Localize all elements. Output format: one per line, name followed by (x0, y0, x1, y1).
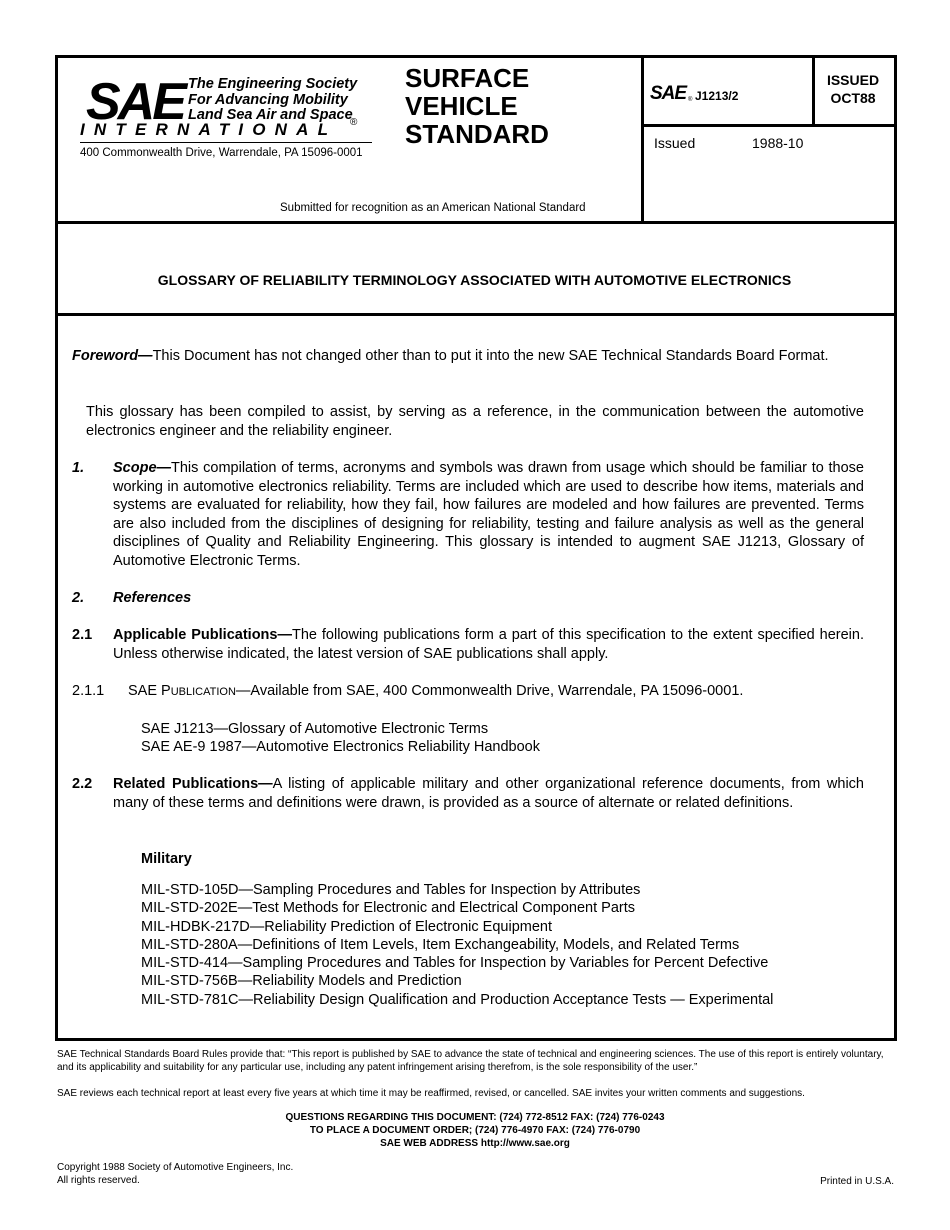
foreword-heading: Foreword— (72, 348, 153, 364)
section-2-1-text: The following publications form a part of this specification to the extent specified herein. Unless otherwise indicated, the latest version of SAE publications shall apply. (113, 627, 864, 662)
logo-rule (80, 142, 372, 143)
sae-mini-logo: SAE (650, 83, 687, 104)
list-item: MIL-STD-414—Sampling Procedures and Tables for Inspection by Variables for Percent Defective (141, 955, 769, 972)
footer-review: SAE reviews each technical report at least every five years at which time it may be reaffirmed, revised, or cancelled. SAE invites your written comments and suggestions. (57, 1088, 805, 1099)
military-list (141, 881, 773, 1009)
list-item: SAE J1213—Glossary of Automotive Electronic Terms (141, 721, 489, 737)
issued-box-line: ISSUED (826, 72, 880, 88)
standard-type-line: STANDARD (405, 119, 549, 149)
issued-box-bottom (641, 124, 894, 127)
list-item: MIL-STD-202E—Test Methods for Electronic and Electrical Component Parts (141, 900, 636, 917)
standard-type (405, 64, 549, 148)
section-2-2-number: 2.2 (72, 776, 93, 792)
section-2-2-text: A listing of applicable military and other organizational reference documents, from which many of these terms and definitions were drawn, is provided as a source of alternate or related definitions. (113, 776, 864, 811)
list-item: MIL-STD-756B—Reliability Models and Prediction (141, 973, 462, 990)
title-divider (55, 313, 894, 316)
printed-in: Printed in U.S.A. (820, 1176, 894, 1187)
section-2-1 (113, 626, 864, 663)
section-1-text: This compilation of terms, acronyms and symbols was drawn from usage which should be familiar to those working in automotive electronics reliability. Terms are included which are used to describe how items, materials and systems are evaluated for reliability, how they fail, how failures are modeled and how failures are prevented. Terms are also included from the disciplines of designing for reliability, testing and failure analysis as well as the general disciplines of Quality and Reliability Engineering. This glossary is intended to augment SAE J1213, Glossary of Automotive Electronic Terms. (113, 460, 864, 569)
mini-registered-mark: ® (688, 97, 693, 103)
header-vertical-divider (641, 55, 644, 223)
sae-tagline (188, 77, 357, 124)
footer-rules: SAE Technical Standards Board Rules provide that: “This report is published by SAE to advance the state of technical and engineering sciences. The use of this report is entirely voluntary, and its applicability and suitability for any particular use, including any patent infringement arising therefrom, is the sole responsibility of the user.” (57, 1049, 884, 1073)
standard-type-line: SURFACE (405, 63, 530, 93)
section-1 (113, 459, 864, 570)
footer-web: SAE WEB ADDRESS http://www.sae.org (380, 1138, 570, 1149)
list-item: SAE AE-9 1987—Automotive Electronics Reliability Handbook (141, 739, 540, 756)
footer-questions: QUESTIONS REGARDING THIS DOCUMENT: (724) 772-8512 FAX: (724) 776-0243 (285, 1112, 665, 1123)
section-1-heading: Scope— (113, 460, 172, 476)
section-2-1-1-number: 2.1.1 (72, 683, 105, 699)
military-heading: Military (141, 851, 192, 867)
list-item: MIL-STD-105D—Sampling Procedures and Tables for Inspection by Attributes (141, 882, 641, 898)
footer-rights: All rights reserved. (57, 1175, 140, 1186)
section-2-heading: References (113, 590, 192, 606)
section-2-number: 2. (72, 590, 85, 606)
list-item: MIL-STD-280A—Definitions of Item Levels, Item Exchangeability, Models, and Related Terms (141, 936, 740, 953)
section-1-number: 1. (72, 460, 85, 476)
international-wordmark: INTERNATIONAL (80, 120, 338, 139)
registered-mark: ® (350, 117, 358, 128)
foreword-text: This Document has not changed other than to put it into the new SAE Technical Standards Board Format. (152, 348, 829, 364)
standard-type-line: VEHICLE (405, 91, 518, 121)
issued-box-line: OCT88 (830, 90, 876, 106)
issued-date: 1988-10 (752, 135, 804, 151)
tagline-line: For Advancing Mobility (188, 91, 348, 108)
issued-box (815, 71, 891, 107)
section-2-1-1-lead-smallcaps: UBLICATION (170, 686, 236, 698)
sae-address: 400 Commonwealth Drive, Warrendale, PA 15096-0001 (80, 147, 363, 159)
document-number: J1213/2 (695, 89, 739, 103)
header-divider (55, 221, 894, 224)
list-item: MIL-STD-781C—Reliability Design Qualification and Production Acceptance Tests — Experimental (141, 991, 774, 1008)
foreword (72, 347, 878, 366)
section-2-1-number: 2.1 (72, 627, 93, 643)
document-title: GLOSSARY OF RELIABILITY TERMINOLOGY ASSOCIATED WITH AUTOMOTIVE ELECTRONICS (157, 272, 792, 288)
section-2-2 (113, 775, 864, 812)
list-item: MIL-HDBK-217D—Reliability Prediction of Electronic Equipment (141, 918, 552, 935)
section-2-1-1-text: —Available from SAE, 400 Commonwealth Drive, Warrendale, PA 15096-0001. (235, 683, 744, 699)
footer-order: TO PLACE A DOCUMENT ORDER; (724) 776-4970 FAX: (724) 776-0790 (309, 1125, 641, 1136)
footer-copyright: Copyright 1988 Society of Automotive Engineers, Inc. (57, 1162, 294, 1173)
section-2-1-heading: Applicable Publications— (113, 627, 292, 643)
tagline-line: The Engineering Society (188, 76, 358, 92)
foreword-paragraph-2: This glossary has been compiled to assist, by serving as a reference, in the communication between the automotive electronics engineer and the reliability engineer. (86, 404, 864, 439)
sae-logo: SAE (86, 73, 184, 131)
submitted-note: Submitted for recognition as an American National Standard (280, 202, 586, 214)
section-2-2-heading: Related Publications— (113, 776, 273, 792)
section-2-1-1-lead: SAE P (128, 683, 171, 699)
sae-publication-list (141, 720, 540, 757)
section-2-1-1 (128, 682, 868, 702)
tagline-line: Land Sea Air and Space (188, 107, 353, 123)
issued-label: Issued (654, 135, 696, 151)
